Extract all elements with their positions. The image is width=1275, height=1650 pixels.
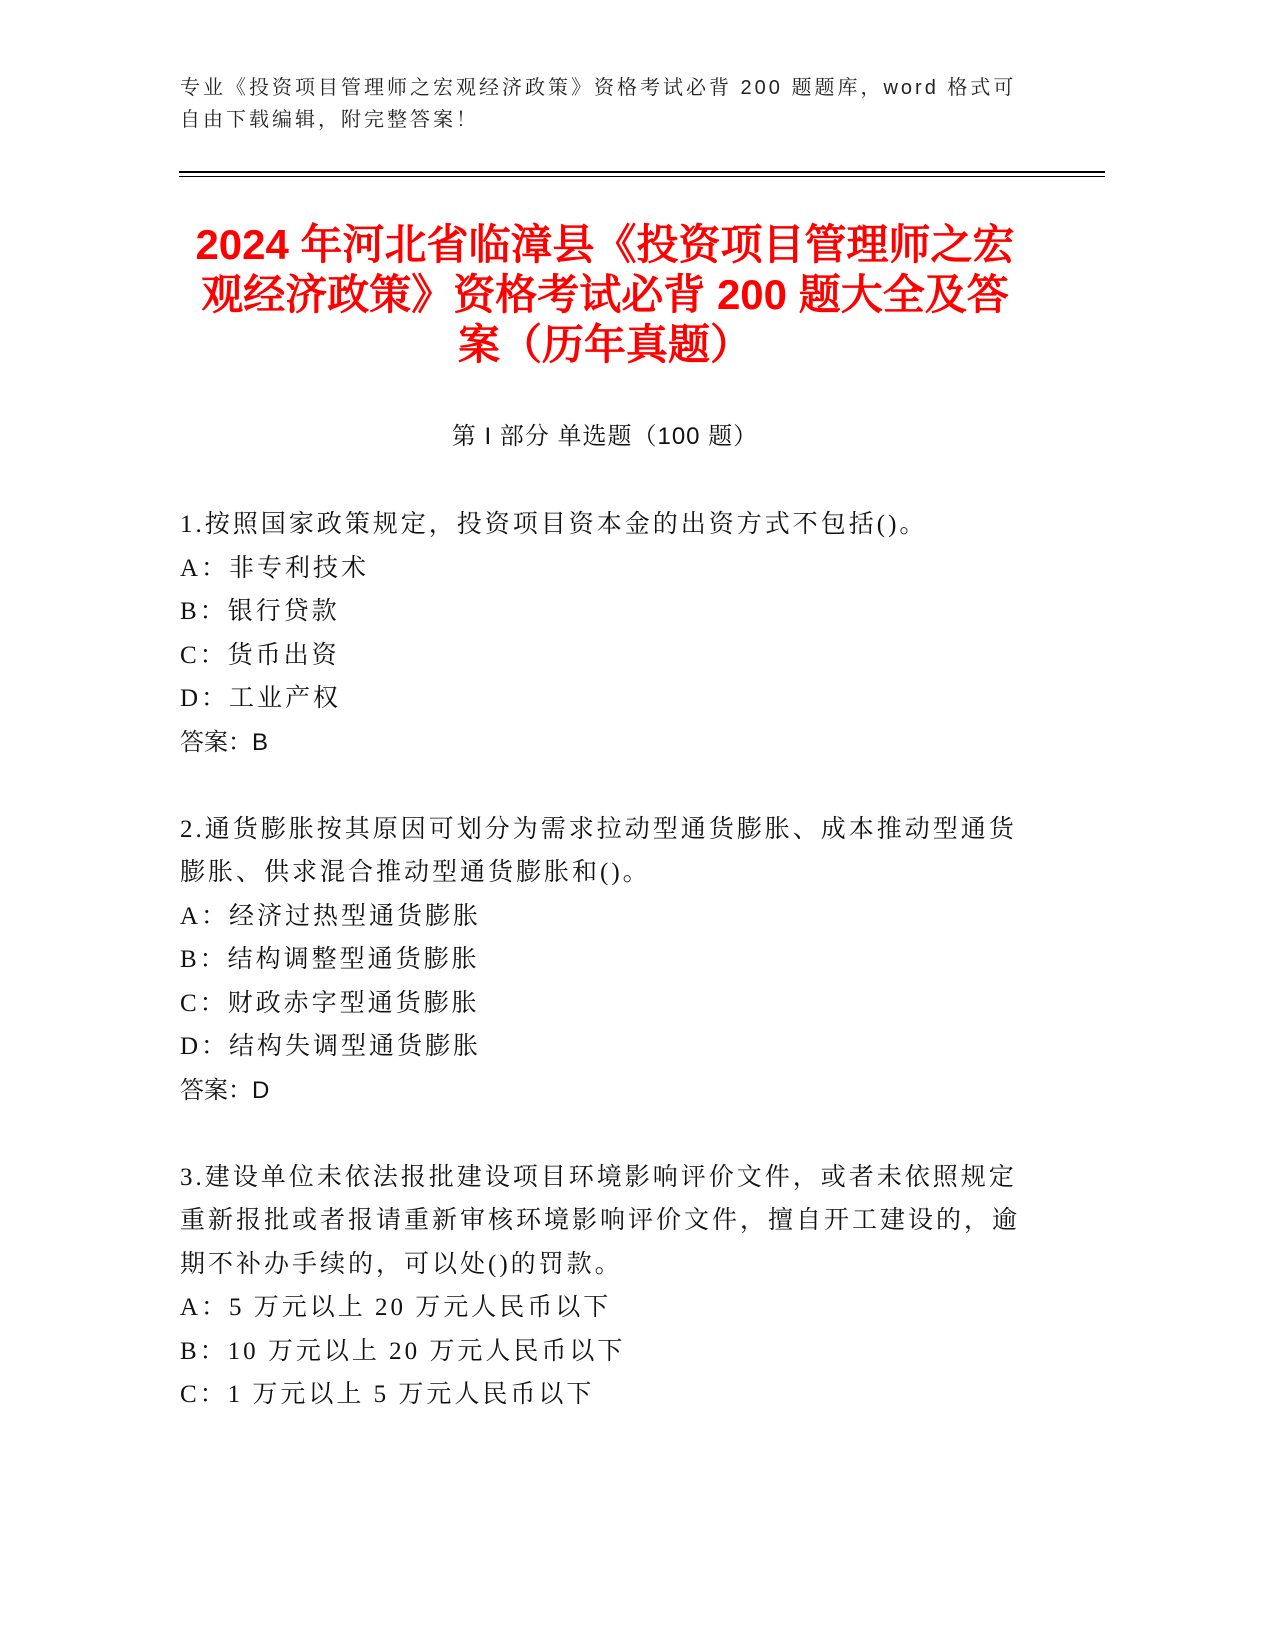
question-stem: 膨胀、供求混合推动型通货膨胀和()。 bbox=[180, 859, 651, 886]
header-line: 自由下载编辑，附完整答案！ bbox=[180, 109, 479, 131]
question-3 bbox=[180, 1156, 1130, 1417]
question-stem: 3.建设单位未依法报批建设项目环境影响评价文件，或者未依照规定 bbox=[180, 1163, 1017, 1191]
option-d: D：工业产权 bbox=[180, 685, 342, 712]
option-b: B：结构调整型通货膨胀 bbox=[180, 946, 480, 973]
option-a: A：经济过热型通货膨胀 bbox=[180, 902, 482, 930]
option-c: C：1 万元以上 5 万元人民币以下 bbox=[180, 1381, 595, 1408]
option-b: B：10 万元以上 20 万元人民币以下 bbox=[180, 1337, 626, 1365]
header-line: 专业《投资项目管理师之宏观经济政策》资格考试必背 200 题题库，word 格式可 bbox=[180, 77, 1017, 99]
question-stem: 期不补办手续的，可以处()的罚款。 bbox=[180, 1250, 623, 1278]
question-list bbox=[180, 503, 1130, 1460]
question-stem: 1.按照国家政策规定，投资项目资本金的出资方式不包括()。 bbox=[180, 511, 928, 538]
option-c: C：货币出资 bbox=[180, 641, 340, 669]
title-line: 观经济政策》资格考试必背 200 题大全及答 bbox=[201, 271, 1009, 318]
option-b: B：银行贷款 bbox=[180, 598, 340, 625]
option-a: A：非专利技术 bbox=[180, 554, 370, 582]
question-1 bbox=[180, 503, 1130, 764]
document-header bbox=[180, 72, 1110, 136]
option-a: A：5 万元以上 20 万元人民币以下 bbox=[180, 1294, 612, 1321]
question-stem: 重新报批或者报请重新审核环境影响评价文件，擅自开工建设的，逾 bbox=[180, 1207, 1021, 1234]
option-d: D：结构失调型通货膨胀 bbox=[180, 1033, 482, 1060]
question-stem: 2.通货膨胀按其原因可划分为需求拉动型通货膨胀、成本推动型通货 bbox=[180, 815, 1017, 843]
question-2 bbox=[180, 808, 1130, 1113]
section-heading: 第 I 部分 单选题（100 题） bbox=[451, 423, 759, 450]
answer: 答案：B bbox=[180, 728, 269, 756]
option-c: C：财政赤字型通货膨胀 bbox=[180, 989, 480, 1017]
document-title bbox=[180, 220, 1030, 370]
header-double-rule bbox=[179, 171, 1105, 177]
answer: 答案：D bbox=[180, 1076, 270, 1104]
title-line: 2024 年河北省临漳县《投资项目管理师之宏 bbox=[195, 221, 1015, 268]
title-line: 案（历年真题） bbox=[457, 321, 752, 368]
